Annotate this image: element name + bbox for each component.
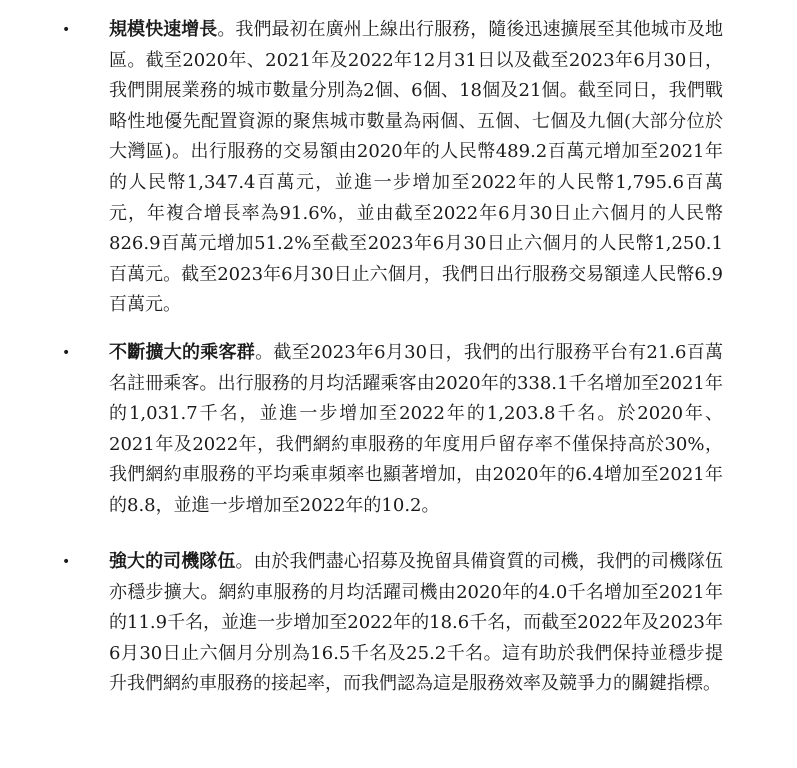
bullet-marker: • xyxy=(62,345,71,361)
paragraph-heading: 強大的司機隊伍 xyxy=(109,551,236,572)
bullet-marker: • xyxy=(62,554,71,570)
paragraph-heading: 不斷擴大的乘客群 xyxy=(109,342,256,363)
paragraph-passenger-base xyxy=(109,338,723,522)
bullet-marker: • xyxy=(62,22,71,38)
paragraph-body: 。我們最初在廣州上線出行服務，隨後迅速擴展至其他城市及地區。截至2020年、2021年及2022年12月31日以及截至2023年6月30日，我們開展業務的城市數量分別為2個、6個、18個及21個。截至同日，我們戰略性地優先配置資源的聚焦城市數量為兩個、五個、七個及九個(大部分位於大灣區)。出行服務的交易額由2020年的人民幣489.2百萬元增加至2021年的人民幣1,347.4百萬元，並進一步增加至2022年的人民幣1,795.6百萬元，年複合增長率為91.6%，並由截至2022年6月30日止六個月的人民幣826.9百萬元增加51.2%至截至2023年6月30日止六個月的人民幣1,250.1百萬元。截至2023年6月30日止六個月，我們日出行服務交易額達人民幣6.9百萬元。 xyxy=(109,19,724,316)
paragraph-scale-growth xyxy=(109,15,723,321)
paragraph-body: 。由於我們盡心招募及挽留具備資質的司機，我們的司機隊伍亦穩步擴大。網約車服務的月均活躍司機由2020年的4.0千名增加至2021年的11.9千名，並進一步增加至2022年的18.6千名，而截至2022年及2023年6月30日止六個月分別為16.5千名及25.2千名。這有助於我們保持並穩步提升我們網約車服務的接起率，而我們認為這是服務效率及競爭力的關鍵指標。 xyxy=(109,551,724,695)
paragraph-heading: 規模快速增長 xyxy=(109,19,218,40)
paragraph-driver-team xyxy=(109,547,723,700)
paragraph-body: 。截至2023年6月30日，我們的出行服務平台有21.6百萬名註冊乘客。出行服務的月均活躍乘客由2020年的338.1千名增加至2021年的1,031.7千名，並進一步增加至2022年的1,203.8千名。於2020年、2021年及2022年，我們網約車服務的年度用戶留存率不僅保持高於30%，我們網約車服務的平均乘車頻率也顯著增加，由2020年的6.4增加至2021年的8.8，並進一步增加至2022年的10.2。 xyxy=(109,342,724,516)
